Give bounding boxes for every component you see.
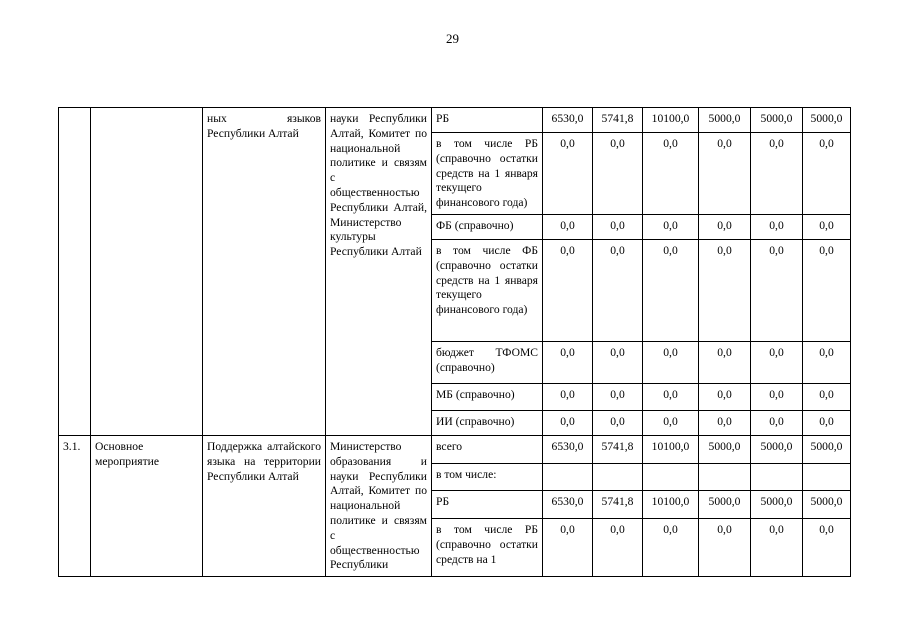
table-row bbox=[59, 435, 851, 463]
amount-cell: 0,0 bbox=[699, 519, 751, 577]
amount-cell bbox=[699, 463, 751, 491]
amount-cell: 5000,0 bbox=[751, 108, 803, 133]
amount-cell: 0,0 bbox=[593, 239, 643, 341]
funding-source-cell: МБ (справочно) bbox=[432, 383, 543, 410]
amount-cell bbox=[543, 463, 593, 491]
amount-cell: 0,0 bbox=[543, 383, 593, 410]
amount-cell: 0,0 bbox=[699, 341, 751, 383]
amount-cell: 0,0 bbox=[751, 519, 803, 577]
funding-source-cell: в том числе РБ (справочно остатки средств на 1 января текущего финансового года) bbox=[432, 133, 543, 215]
event-type-cell: Основное мероприятие bbox=[91, 435, 203, 576]
funding-source-cell: ИИ (справочно) bbox=[432, 410, 543, 435]
amount-cell bbox=[643, 463, 699, 491]
amount-cell: 5000,0 bbox=[751, 435, 803, 463]
amount-cell: 5741,8 bbox=[593, 108, 643, 133]
table-row bbox=[59, 108, 851, 133]
amount-cell: 5000,0 bbox=[803, 491, 851, 519]
amount-cell: 5741,8 bbox=[593, 491, 643, 519]
amount-cell: 0,0 bbox=[543, 239, 593, 341]
amount-cell: 0,0 bbox=[593, 133, 643, 215]
funding-source-cell: в том числе ФБ (справочно остатки средств на 1 января текущего финансового года) bbox=[432, 239, 543, 341]
amount-cell: 0,0 bbox=[751, 239, 803, 341]
amount-cell: 6530,0 bbox=[543, 108, 593, 133]
amount-cell: 10100,0 bbox=[643, 108, 699, 133]
amount-cell: 10100,0 bbox=[643, 435, 699, 463]
amount-cell: 0,0 bbox=[593, 341, 643, 383]
amount-cell: 5000,0 bbox=[751, 491, 803, 519]
amount-cell: 0,0 bbox=[543, 133, 593, 215]
amount-cell: 0,0 bbox=[803, 410, 851, 435]
amount-cell: 0,0 bbox=[643, 214, 699, 239]
amount-cell: 5741,8 bbox=[593, 435, 643, 463]
executor-cell: Министерство образования и науки Республики Алтай, Комитет по национальной политике и связям с общественностью Республики bbox=[326, 435, 432, 576]
amount-cell bbox=[751, 463, 803, 491]
amount-cell: 0,0 bbox=[643, 410, 699, 435]
amount-cell: 0,0 bbox=[751, 214, 803, 239]
amount-cell: 0,0 bbox=[803, 133, 851, 215]
page-number: 29 bbox=[446, 31, 459, 46]
funding-source-cell: ФБ (справочно) bbox=[432, 214, 543, 239]
amount-cell: 6530,0 bbox=[543, 435, 593, 463]
amount-cell: 0,0 bbox=[543, 214, 593, 239]
amount-cell: 6530,0 bbox=[543, 491, 593, 519]
amount-cell: 0,0 bbox=[699, 410, 751, 435]
amount-cell: 0,0 bbox=[699, 133, 751, 215]
amount-cell: 0,0 bbox=[643, 383, 699, 410]
budget-table bbox=[58, 107, 851, 577]
funding-source-cell: всего bbox=[432, 435, 543, 463]
funding-source-cell: в том числе РБ (справочно остатки средств на 1 bbox=[432, 519, 543, 577]
amount-cell: 0,0 bbox=[643, 341, 699, 383]
amount-cell: 0,0 bbox=[593, 410, 643, 435]
amount-cell: 0,0 bbox=[803, 519, 851, 577]
funding-source-cell: РБ bbox=[432, 491, 543, 519]
amount-cell: 0,0 bbox=[543, 519, 593, 577]
amount-cell: 0,0 bbox=[803, 214, 851, 239]
amount-cell: 5000,0 bbox=[803, 108, 851, 133]
amount-cell: 0,0 bbox=[593, 214, 643, 239]
amount-cell: 0,0 bbox=[751, 133, 803, 215]
amount-cell: 0,0 bbox=[643, 133, 699, 215]
amount-cell bbox=[593, 463, 643, 491]
amount-cell: 0,0 bbox=[543, 341, 593, 383]
amount-cell: 0,0 bbox=[643, 239, 699, 341]
amount-cell: 0,0 bbox=[593, 383, 643, 410]
amount-cell: 0,0 bbox=[593, 519, 643, 577]
amount-cell: 5000,0 bbox=[699, 108, 751, 133]
amount-cell: 0,0 bbox=[803, 239, 851, 341]
event-title-cell: Поддержка алтайского языка на территории Республики Алтай bbox=[203, 435, 326, 576]
amount-cell: 0,0 bbox=[803, 383, 851, 410]
event-number-cell: 3.1. bbox=[59, 435, 91, 576]
amount-cell: 0,0 bbox=[699, 383, 751, 410]
amount-cell: 0,0 bbox=[643, 519, 699, 577]
executor-cell: науки Республики Алтай, Комитет по национальной политике и связям с общественностью Республики Алтай, Министерство культуры Республики Алтай bbox=[326, 108, 432, 436]
funding-source-cell: в том числе: bbox=[432, 463, 543, 491]
amount-cell: 5000,0 bbox=[803, 435, 851, 463]
amount-cell bbox=[803, 463, 851, 491]
amount-cell: 0,0 bbox=[751, 383, 803, 410]
event-number-cell bbox=[59, 108, 91, 436]
event-type-cell bbox=[91, 108, 203, 436]
amount-cell: 0,0 bbox=[751, 410, 803, 435]
amount-cell: 0,0 bbox=[803, 341, 851, 383]
funding-source-cell: РБ bbox=[432, 108, 543, 133]
amount-cell: 5000,0 bbox=[699, 491, 751, 519]
amount-cell: 0,0 bbox=[543, 410, 593, 435]
amount-cell: 0,0 bbox=[751, 341, 803, 383]
amount-cell: 5000,0 bbox=[699, 435, 751, 463]
amount-cell: 0,0 bbox=[699, 214, 751, 239]
event-title-cell: ных языков Республики Алтай bbox=[203, 108, 326, 436]
amount-cell: 10100,0 bbox=[643, 491, 699, 519]
amount-cell: 0,0 bbox=[699, 239, 751, 341]
funding-source-cell: бюджет ТФОМС (справочно) bbox=[432, 341, 543, 383]
